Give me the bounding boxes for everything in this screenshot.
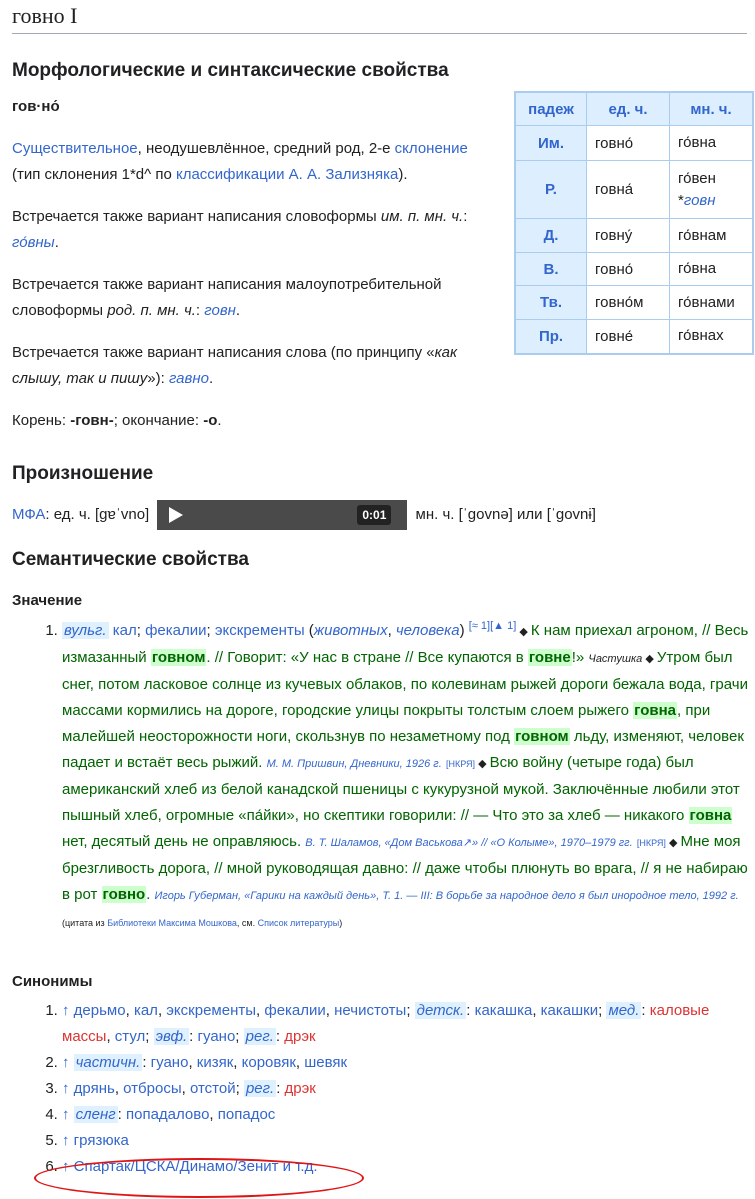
synonym-link[interactable]: грязюка xyxy=(73,1132,129,1149)
list-item: 1. вульг. кал; фекалии; экскременты (животных, человека) [≈ 1][▲ 1] ◆ К нам приехал агроном, // Весь измазанный говном. // Говорит: «У нас в стране // Все купаются в говне!» Частушка ◆ Утром был снег, потом ласковое солнце из кучевых облаков, по колевинам рыжей дороги бежала вода, грачи массами кормились на дороге, городские улицы покрыты толстым слоем рыжего говна, при малейшей неосторожности ноги, скользнув по незаметному под говном льду, изменяют, человек падает и встаёт весь рыжий. М. М. Пришвин, Дневники, 1926 г. [НКРЯ] ◆ Всю войну (четыре года) был американский хлеб из белой канадской пшеницы с кукурузной мукой. Заключённые любили этот пышный хлеб, огромные «па́йки», но скептики говорили: // — Что это за хлеб — никакого говна нет, десятый день не оправляюсь. В. Т. Шаламов, «Дом Васькова↗» // «О Колыме», 1970–1979 гг. [НКРЯ] ◆ Мне моя брезгливость дорога, // мной руководящая давно: // даже чтобы плюнуть во врага, // я не набираю в рот говно. Игорь Губерман, «Гарики на каждый день», Т. 1. — III: В борьбе за народное дело я был инородное тело, 1992 г. (цитата из Библиотеки Максима Мошкова, см. Список литературы) xyxy=(62,618,752,936)
register-label[interactable]: рег. xyxy=(245,1080,275,1097)
up-arrow-icon[interactable]: ↑ xyxy=(62,1054,74,1071)
root-line: Корень: -говн-; окончание: -о. xyxy=(12,412,222,429)
declension-link[interactable]: склонение xyxy=(394,140,468,157)
register-label[interactable]: мед. xyxy=(608,1002,640,1019)
example-2: Утром был снег, потом ласковое солнце из кучевых облаков, по колевинам рыжей дороги бежала вода, грачи массами кормились на дороге, городские улицы покрыты толстым слоем рыжего говна, при малейшей неосторожности ноги, скользнув по незаметному под говном льду, изменяют, человек падает и встаёт весь рыжий. xyxy=(62,649,748,771)
plural-variant-link[interactable]: говн xyxy=(683,191,716,209)
annotation-circle xyxy=(34,1158,364,1198)
synonym-link[interactable]: шевяк xyxy=(304,1054,348,1071)
synonym-redlink[interactable]: дрэк xyxy=(284,1028,316,1045)
pos-link[interactable]: Существительное xyxy=(12,140,138,157)
synonym-link[interactable]: отстой xyxy=(189,1080,236,1097)
semantics-heading: Семантические свойства xyxy=(12,549,249,570)
synonym-link[interactable]: коровяк xyxy=(241,1054,296,1071)
nkrya-link-1[interactable]: [НКРЯ] xyxy=(445,759,476,769)
table-row: Д. говну́ го́внам xyxy=(515,219,753,253)
example-4: Мне моя брезгливость дорога, // мной руководящая давно: // даже чтобы плюнуть во врага, // я не набираю в рот говно. xyxy=(62,833,748,903)
nkrya-link-2[interactable]: [НКРЯ] xyxy=(636,838,666,848)
synonym-redlink[interactable]: каловые массы xyxy=(62,1002,710,1045)
def-link-cheloveka[interactable]: человека xyxy=(395,622,460,639)
ipa-line: МФА: ед. ч. [ɡɐˈvno] 0:01 мн. ч. [ˈɡovnə] или [ˈɡovnɨ] xyxy=(12,500,596,526)
synonym-link[interactable]: дерьмо xyxy=(73,1002,126,1019)
def-link-fekalii[interactable]: фекалии xyxy=(145,622,207,639)
up-arrow-icon[interactable]: ↑ xyxy=(62,1002,74,1019)
table-row: Им. говно́ го́вна xyxy=(515,126,753,161)
table-row: В. говно́ го́вна xyxy=(515,253,753,286)
example-1: К нам приехал агроном, // Весь измазанный говном. // Говорит: «У нас в стране // Все купаются в говне!» xyxy=(62,622,749,666)
up-arrow-icon[interactable]: ↑ xyxy=(62,1132,74,1149)
source-2[interactable]: М. М. Пришвин, Дневники, 1926 г. xyxy=(266,758,442,770)
synonym-redlink[interactable]: дрэк xyxy=(284,1080,316,1097)
source-1: Частушка xyxy=(588,653,643,665)
hypernym-ref[interactable]: [▲ 1] xyxy=(490,620,517,632)
vulg-label[interactable]: вульг. xyxy=(64,622,107,639)
synonyms-list xyxy=(12,998,752,1180)
synonym-link[interactable]: какашки xyxy=(540,1002,599,1019)
variant-3: Встречается также вариант написания слова (по принципу «как слышу, так и пишу»): гавно. xyxy=(12,344,458,387)
synonym-link[interactable]: попадос xyxy=(217,1106,276,1123)
register-label[interactable]: рег. xyxy=(245,1028,274,1045)
up-arrow-icon[interactable]: ↑ xyxy=(62,1080,74,1097)
synonym-ref[interactable]: [≈ 1] xyxy=(468,620,491,632)
audio-player[interactable] xyxy=(157,500,407,530)
pronunciation-heading: Произношение xyxy=(12,463,154,484)
page-title: говно I xyxy=(12,3,747,34)
synonym-link[interactable]: гуано xyxy=(150,1054,189,1071)
stressed-word: гов·но́ xyxy=(12,98,60,115)
variant-2: Встречается также вариант написания малоупотребительной словоформы род. п. мн. ч.: говн. xyxy=(12,276,442,319)
synonym-link[interactable]: дрянь xyxy=(73,1080,115,1097)
register-label[interactable]: детск. xyxy=(416,1002,465,1019)
variant-3-link[interactable]: гавно xyxy=(168,370,209,387)
meaning-list xyxy=(12,618,752,936)
def-link-zhivotnyh[interactable]: животных xyxy=(313,622,388,639)
table-row: Пр. говне́ го́внах xyxy=(515,320,753,354)
moshkov-link[interactable]: Библиотеки Максима Мошкова xyxy=(107,918,237,928)
synonym-link[interactable]: фекалии xyxy=(264,1002,326,1019)
example-3: Всю войну (четыре года) был американский хлеб из белой канадской пшеницы с кукурузной мукой. Заключённые любили этот пышный хлеб, огромные «па́йки», но скептики говорили: // — Что это за хлеб — никакого говна нет, десятый день не оправляюсь. xyxy=(62,754,740,850)
register-label[interactable]: сленг xyxy=(75,1106,116,1123)
morph-heading: Морфологические и синтаксические свойства xyxy=(12,60,449,81)
synonym-link[interactable]: нечистоты xyxy=(334,1002,407,1019)
up-arrow-icon[interactable]: ↑ xyxy=(62,1106,74,1123)
list-item: 1. ↑ дерьмо, кал, экскременты, фекалии, нечистоты; детск. : какашка, какашки; мед. : каловые массы, стул; эвф. : гуано; рег. : дрэк xyxy=(62,998,752,1050)
variant-2-link[interactable]: говн xyxy=(204,302,236,319)
synonym-link[interactable]: отбросы xyxy=(123,1080,182,1097)
declension-table xyxy=(514,91,754,355)
def-link-ekskrementy[interactable]: экскременты xyxy=(214,622,305,639)
up-arrow-icon[interactable]: ↑ xyxy=(62,1158,74,1175)
synonym-link[interactable]: экскременты xyxy=(166,1002,257,1019)
list-item: 2. ↑ частичн. : гуано, кизяк, коровяк, шевяк xyxy=(62,1050,752,1076)
synonym-link[interactable]: гуано xyxy=(197,1028,236,1045)
synonym-link[interactable]: Спартак/ЦСКА/Динамо/Зенит и т.д. xyxy=(73,1158,318,1175)
variant-1: Встречается также вариант написания словоформы им. п. мн. ч.: го́вны. xyxy=(12,208,468,251)
audio-duration: 0:01 xyxy=(357,505,391,525)
synonym-link[interactable]: стул xyxy=(114,1028,146,1045)
source-3[interactable]: В. Т. Шаламов, «Дом Васькова↗» // «О Колыме», 1970–1979 гг. xyxy=(305,837,633,849)
play-icon[interactable] xyxy=(169,507,183,523)
synonym-link[interactable]: какашка xyxy=(474,1002,533,1019)
register-label[interactable]: частичн. xyxy=(75,1054,141,1071)
header-case: падеж xyxy=(515,92,587,126)
ipa-link[interactable]: МФА xyxy=(12,505,46,523)
zaliznyak-link[interactable]: классификации А. А. Зализняка xyxy=(175,166,399,183)
list-item: 3. ↑ дрянь, отбросы, отстой; рег. : дрэк xyxy=(62,1076,752,1102)
synonyms-heading: Синонимы xyxy=(12,973,93,990)
synonym-link[interactable]: попадалово xyxy=(125,1106,210,1123)
def-link-kal[interactable]: кал xyxy=(112,622,137,639)
list-item xyxy=(62,1128,752,1154)
header-plural: мн. ч. xyxy=(670,92,754,126)
pos-paragraph: Существительное, неодушевлённое, средний род, 2-е склонение (тип склонения 1*d^ по классификации А. А. Зализняка). xyxy=(12,140,468,183)
header-singular: ед. ч. xyxy=(587,92,670,126)
table-row: Тв. говно́м го́внами xyxy=(515,286,753,320)
variant-1-link[interactable]: го́вны xyxy=(12,234,55,251)
meaning-heading: Значение xyxy=(12,592,83,609)
table-row: Р. говна́ го́вен *говн xyxy=(515,161,753,219)
synonym-link[interactable]: кал xyxy=(133,1002,158,1019)
source-4[interactable]: Игорь Губерман, «Гарики на каждый день», Т. 1. — III: В борьбе за народное дело я был инородное тело, 1992 г. xyxy=(154,890,739,902)
literature-link[interactable]: Список литературы xyxy=(257,918,340,928)
synonym-link[interactable]: кизяк xyxy=(196,1054,234,1071)
register-label[interactable]: эвф. xyxy=(155,1028,188,1045)
list-item: 4. ↑ сленг : попадалово, попадос xyxy=(62,1102,752,1128)
